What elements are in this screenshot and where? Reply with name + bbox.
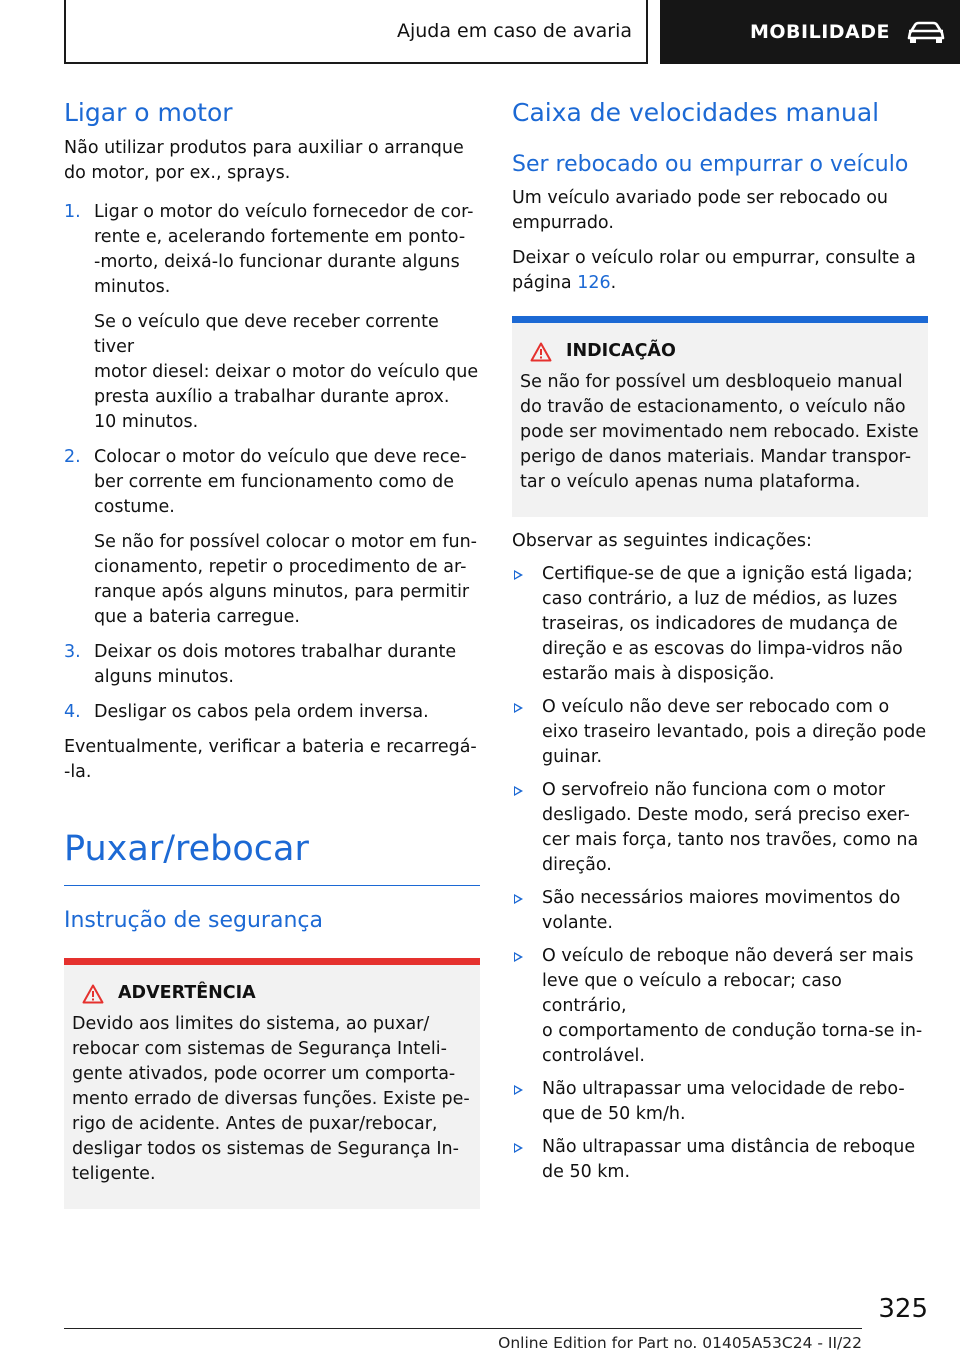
text-line: Um veículo avariado pode ser rebocado ou <box>512 188 889 208</box>
push-intro <box>512 186 928 236</box>
text-line: mento errado de diversas funções. Existe pe- <box>72 1089 470 1109</box>
roll-text-before: Deixar o veículo rolar ou empurrar, consulte a <box>512 248 916 268</box>
page-number: 325 <box>878 1294 928 1324</box>
notice-text <box>520 370 920 495</box>
roll-text-page-prefix: página <box>512 273 578 293</box>
text-line: eixo traseiro levantado, pois a direção pode <box>542 722 927 742</box>
step-item <box>64 700 480 725</box>
text-line: desligado. Deste modo, será preciso exer- <box>542 805 910 825</box>
start-engine-intro-text: Não utilizar produtos para auxiliar o arranque do motor, por ex., sprays. <box>64 138 464 183</box>
bullet-item <box>512 886 928 936</box>
text-line: Deixar os dois motores trabalhar durante <box>94 642 457 662</box>
car-icon <box>906 19 946 45</box>
triangle-bullet-icon <box>514 1085 523 1095</box>
text-line: Colocar o motor do veículo que deve rece- <box>94 447 467 467</box>
text-line: de 50 km. <box>542 1162 631 1182</box>
bullet-item <box>512 1135 928 1185</box>
text-line: desligar todos os sistemas de Segurança In- <box>72 1139 459 1159</box>
text-line: empurrado. <box>512 213 614 233</box>
text-line: 10 minutos. <box>94 412 199 432</box>
text-line: cer mais força, tanto nos travões, como na <box>542 830 919 850</box>
step-item <box>64 530 480 630</box>
footer-edition: Online Edition for Part no. 01405A53C24 - II/22 <box>498 1334 862 1352</box>
text-line: gente ativados, pode ocorrer um comporta- <box>72 1064 456 1084</box>
text-line: ranque após alguns minutos, para permitir <box>94 582 470 602</box>
text-line: o comportamento de condução torna-se in- <box>542 1021 923 1041</box>
step-number: 4. <box>64 702 81 722</box>
text-line: traseiras, os indicadores de mudança de <box>542 614 898 634</box>
text-line: rigo de acidente. Antes de puxar/rebocar, <box>72 1114 438 1134</box>
notice-title-text: INDICAÇÃO <box>566 341 676 361</box>
text-line: guinar. <box>542 747 603 767</box>
triangle-bullet-icon <box>514 786 523 796</box>
triangle-bullet-icon <box>514 1143 523 1153</box>
step-item <box>64 445 480 520</box>
footer-rule <box>64 1328 862 1329</box>
text-line: Não ultrapassar uma distância de reboque <box>542 1137 916 1157</box>
header-chapter-tab <box>64 0 648 64</box>
text-line: Se não for possível colocar o motor em fun- <box>94 532 477 552</box>
text-line: tar o veículo apenas numa plataforma. <box>520 472 861 492</box>
notice-box <box>512 316 928 517</box>
bullet-item <box>512 562 928 687</box>
warning-box <box>64 958 480 1209</box>
bullet-item <box>512 695 928 770</box>
bullet-item <box>512 778 928 878</box>
safety-heading: Instrução de segurança <box>64 908 323 933</box>
triangle-bullet-icon <box>514 703 523 713</box>
observe-bullets-list <box>512 562 928 1185</box>
observe-intro: Observar as seguintes indicações: <box>512 531 812 551</box>
text-line: Não ultrapassar uma velocidade de rebo- <box>542 1079 905 1099</box>
header-section-tab <box>660 0 960 64</box>
warning-text <box>72 1012 472 1187</box>
text-line: caso contrário, a luz de médios, as luzes <box>542 589 898 609</box>
warning-title <box>72 981 472 1006</box>
text-line: perigo de danos materiais. Mandar transpor- <box>520 447 912 467</box>
page-126-link[interactable]: 126 <box>577 273 611 293</box>
text-line: leve que o veículo a rebocar; caso contrário, <box>542 971 842 1016</box>
text-line: do travão de estacionamento, o veículo não <box>520 397 906 417</box>
step-number: 1. <box>64 202 81 222</box>
text-line: Certifique-se de que a ignição está ligada; <box>542 564 913 584</box>
text-line: estarão mais à disposição. <box>542 664 775 684</box>
right-column <box>512 96 928 1185</box>
text-line: direção. <box>542 855 612 875</box>
text-line: rebocar com sistemas de Segurança Inteli- <box>72 1039 447 1059</box>
warning-triangle-icon <box>82 984 104 1004</box>
text-line: Se o veículo que deve receber corrente tiver <box>94 312 439 357</box>
text-line: rente e, acelerando fortemente em ponto- <box>94 227 466 247</box>
text-line: Ligar o motor do veículo fornecedor de cor- <box>94 202 474 222</box>
step-number: 3. <box>64 642 81 662</box>
warning-triangle-icon <box>530 342 552 362</box>
text-line: São necessários maiores movimentos do <box>542 888 901 908</box>
text-line: Eventualmente, verificar a bateria e recarregá- <box>64 737 477 757</box>
start-steps-list <box>64 200 480 725</box>
text-line: costume. <box>94 497 175 517</box>
text-line: O servofreio não funciona com o motor <box>542 780 886 800</box>
text-line: controlável. <box>542 1046 645 1066</box>
text-line: que a bateria carregue. <box>94 607 300 627</box>
text-line: pode ser movimentado nem rebocado. Existe <box>520 422 919 442</box>
header-section-title: MOBILIDADE <box>750 21 891 43</box>
bullet-item <box>512 944 928 1069</box>
step-number: 2. <box>64 447 81 467</box>
text-line: motor diesel: deixar o motor do veículo que <box>94 362 479 382</box>
text-line: que de 50 km/h. <box>542 1104 686 1124</box>
notice-title <box>520 339 920 364</box>
start-engine-intro <box>64 136 480 186</box>
roll-text-after: . <box>610 273 617 293</box>
triangle-bullet-icon <box>514 952 523 962</box>
text-line: -la. <box>64 762 92 782</box>
after-steps-text <box>64 735 480 785</box>
step-item <box>64 640 480 690</box>
text-line: Desligar os cabos pela ordem inversa. <box>94 702 429 722</box>
triangle-bullet-icon <box>514 894 523 904</box>
warning-title-text: ADVERTÊNCIA <box>118 983 256 1003</box>
gearbox-heading: Caixa de velocidades manual <box>512 98 880 127</box>
tow-heading-rule <box>64 885 480 886</box>
triangle-bullet-icon <box>514 570 523 580</box>
bullet-item <box>512 1077 928 1127</box>
text-line: alguns minutos. <box>94 667 234 687</box>
roll-text <box>512 246 928 296</box>
push-heading: Ser rebocado ou empurrar o veículo <box>512 152 909 177</box>
text-line: O veículo não deve ser rebocado com o <box>542 697 890 717</box>
tow-heading: Puxar/rebocar <box>64 829 309 869</box>
text-line: ber corrente em funcionamento como de <box>94 472 454 492</box>
text-line: direção e as escovas do limpa-vidros não <box>542 639 903 659</box>
step-item <box>64 310 480 435</box>
text-line: presta auxílio a trabalhar durante aprox. <box>94 387 450 407</box>
header-chapter-title: Ajuda em caso de avaria <box>396 20 632 42</box>
step-item <box>64 200 480 300</box>
text-line: Devido aos limites do sistema, ao puxar/ <box>72 1014 430 1034</box>
text-line: teligente. <box>72 1164 156 1184</box>
text-line: -morto, deixá-lo funcionar durante alguns <box>94 252 460 272</box>
text-line: Se não for possível um desbloqueio manual <box>520 372 903 392</box>
text-line: cionamento, repetir o procedimento de ar- <box>94 557 467 577</box>
text-line: volante. <box>542 913 613 933</box>
start-engine-heading: Ligar o motor <box>64 98 233 127</box>
left-column <box>64 96 480 1209</box>
text-line: minutos. <box>94 277 171 297</box>
text-line: O veículo de reboque não deverá ser mais <box>542 946 914 966</box>
